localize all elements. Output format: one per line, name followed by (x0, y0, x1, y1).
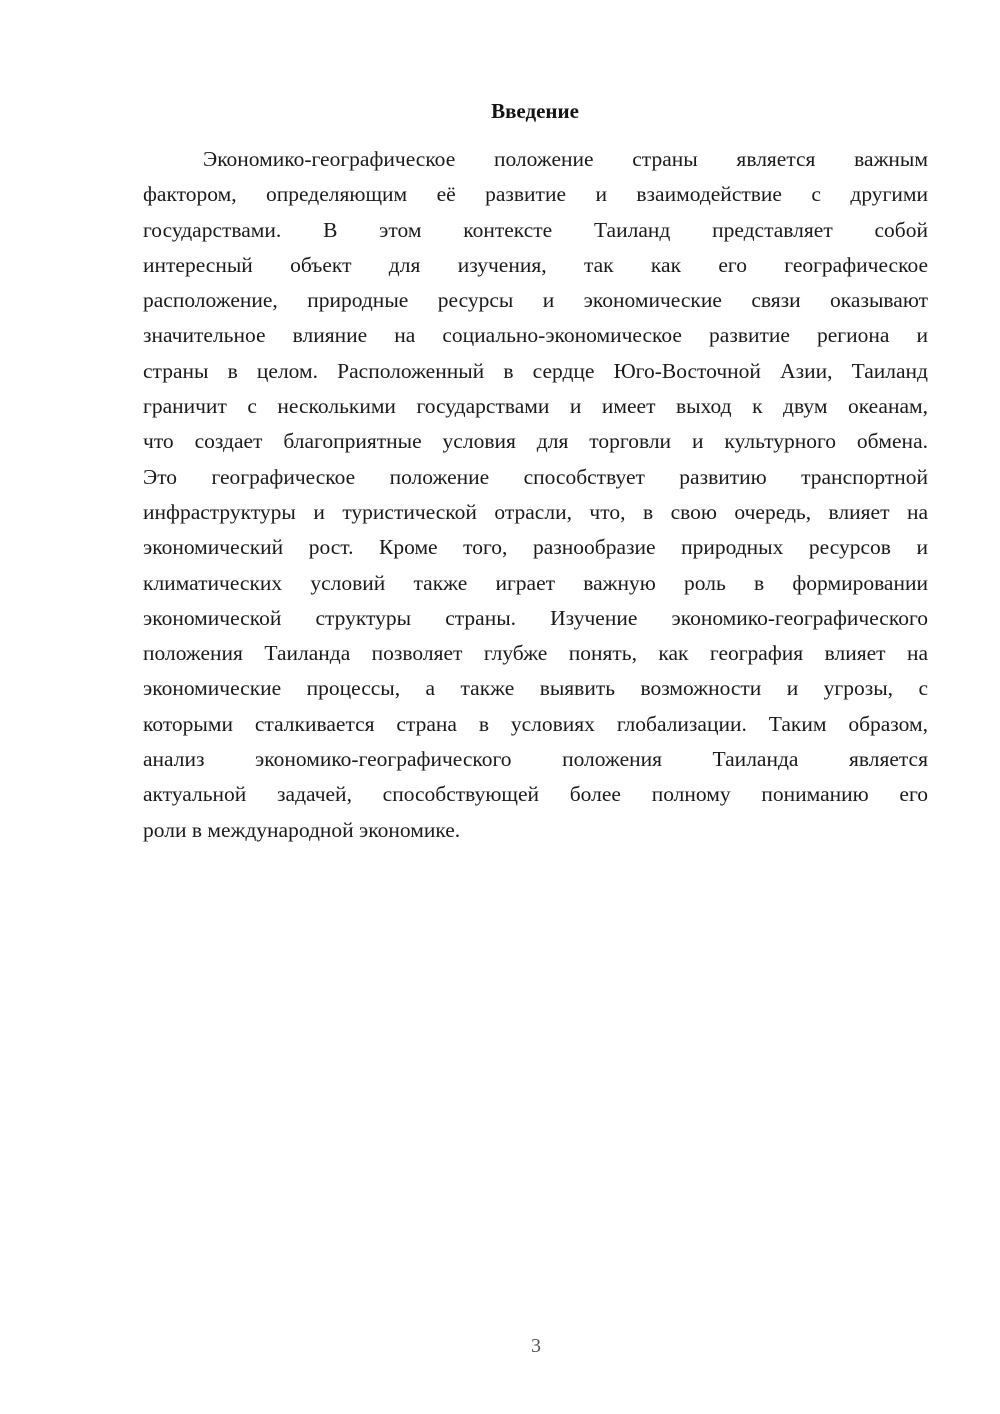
introduction-paragraph (143, 142, 928, 848)
paragraph-line: анализ экономико-географического положения Таиланда является (143, 747, 928, 772)
paragraph-line: Экономико-географическое положение страны является важным (203, 147, 928, 171)
paragraph-line: государствами. В этом контексте Таиланд представляет собой (143, 217, 928, 242)
paragraph-line: экономический рост. Кроме того, разнообразие природных ресурсов и (143, 535, 928, 560)
paragraph-line: экономические процессы, а также выявить возможности и угрозы, с (143, 676, 928, 701)
paragraph-line: граничит с несколькими государствами и имеет выход к двум океанам, (143, 394, 928, 419)
paragraph-line: страны в целом. Расположенный в сердце Юго-Восточной Азии, Таиланд (143, 358, 928, 383)
paragraph-line: климатических условий также играет важную роль в формировании (143, 570, 928, 595)
paragraph-line: что создает благоприятные условия для торговли и культурного обмена. (143, 429, 928, 454)
paragraph-line: роли в международной экономике. (143, 817, 461, 842)
paragraph-line: значительное влияние на социально-экономическое развитие региона и (143, 323, 928, 348)
paragraph-line: актуальной задачей, способствующей более полному пониманию его (143, 782, 928, 807)
paragraph-line: фактором, определяющим её развитие и взаимодействие с другими (143, 182, 928, 207)
paragraph-line: интересный объект для изучения, так как его географическое (143, 252, 928, 277)
paragraph-line: инфраструктуры и туристической отрасли, что, в свою очередь, влияет на (143, 499, 928, 524)
paragraph-line: экономической структуры страны. Изучение экономико-географического (143, 605, 928, 630)
paragraph-line: которыми сталкивается страна в условиях глобализации. Таким образом, (143, 711, 928, 736)
paragraph-line: Это географическое положение способствует развитию транспортной (143, 464, 928, 489)
paragraph-line: положения Таиланда позволяет глубже понять, как география влияет на (143, 641, 928, 666)
paragraph-line: расположение, природные ресурсы и экономические связи оказывают (143, 288, 928, 313)
page-number: 3 (531, 1335, 541, 1357)
section-heading: Введение (491, 99, 579, 123)
